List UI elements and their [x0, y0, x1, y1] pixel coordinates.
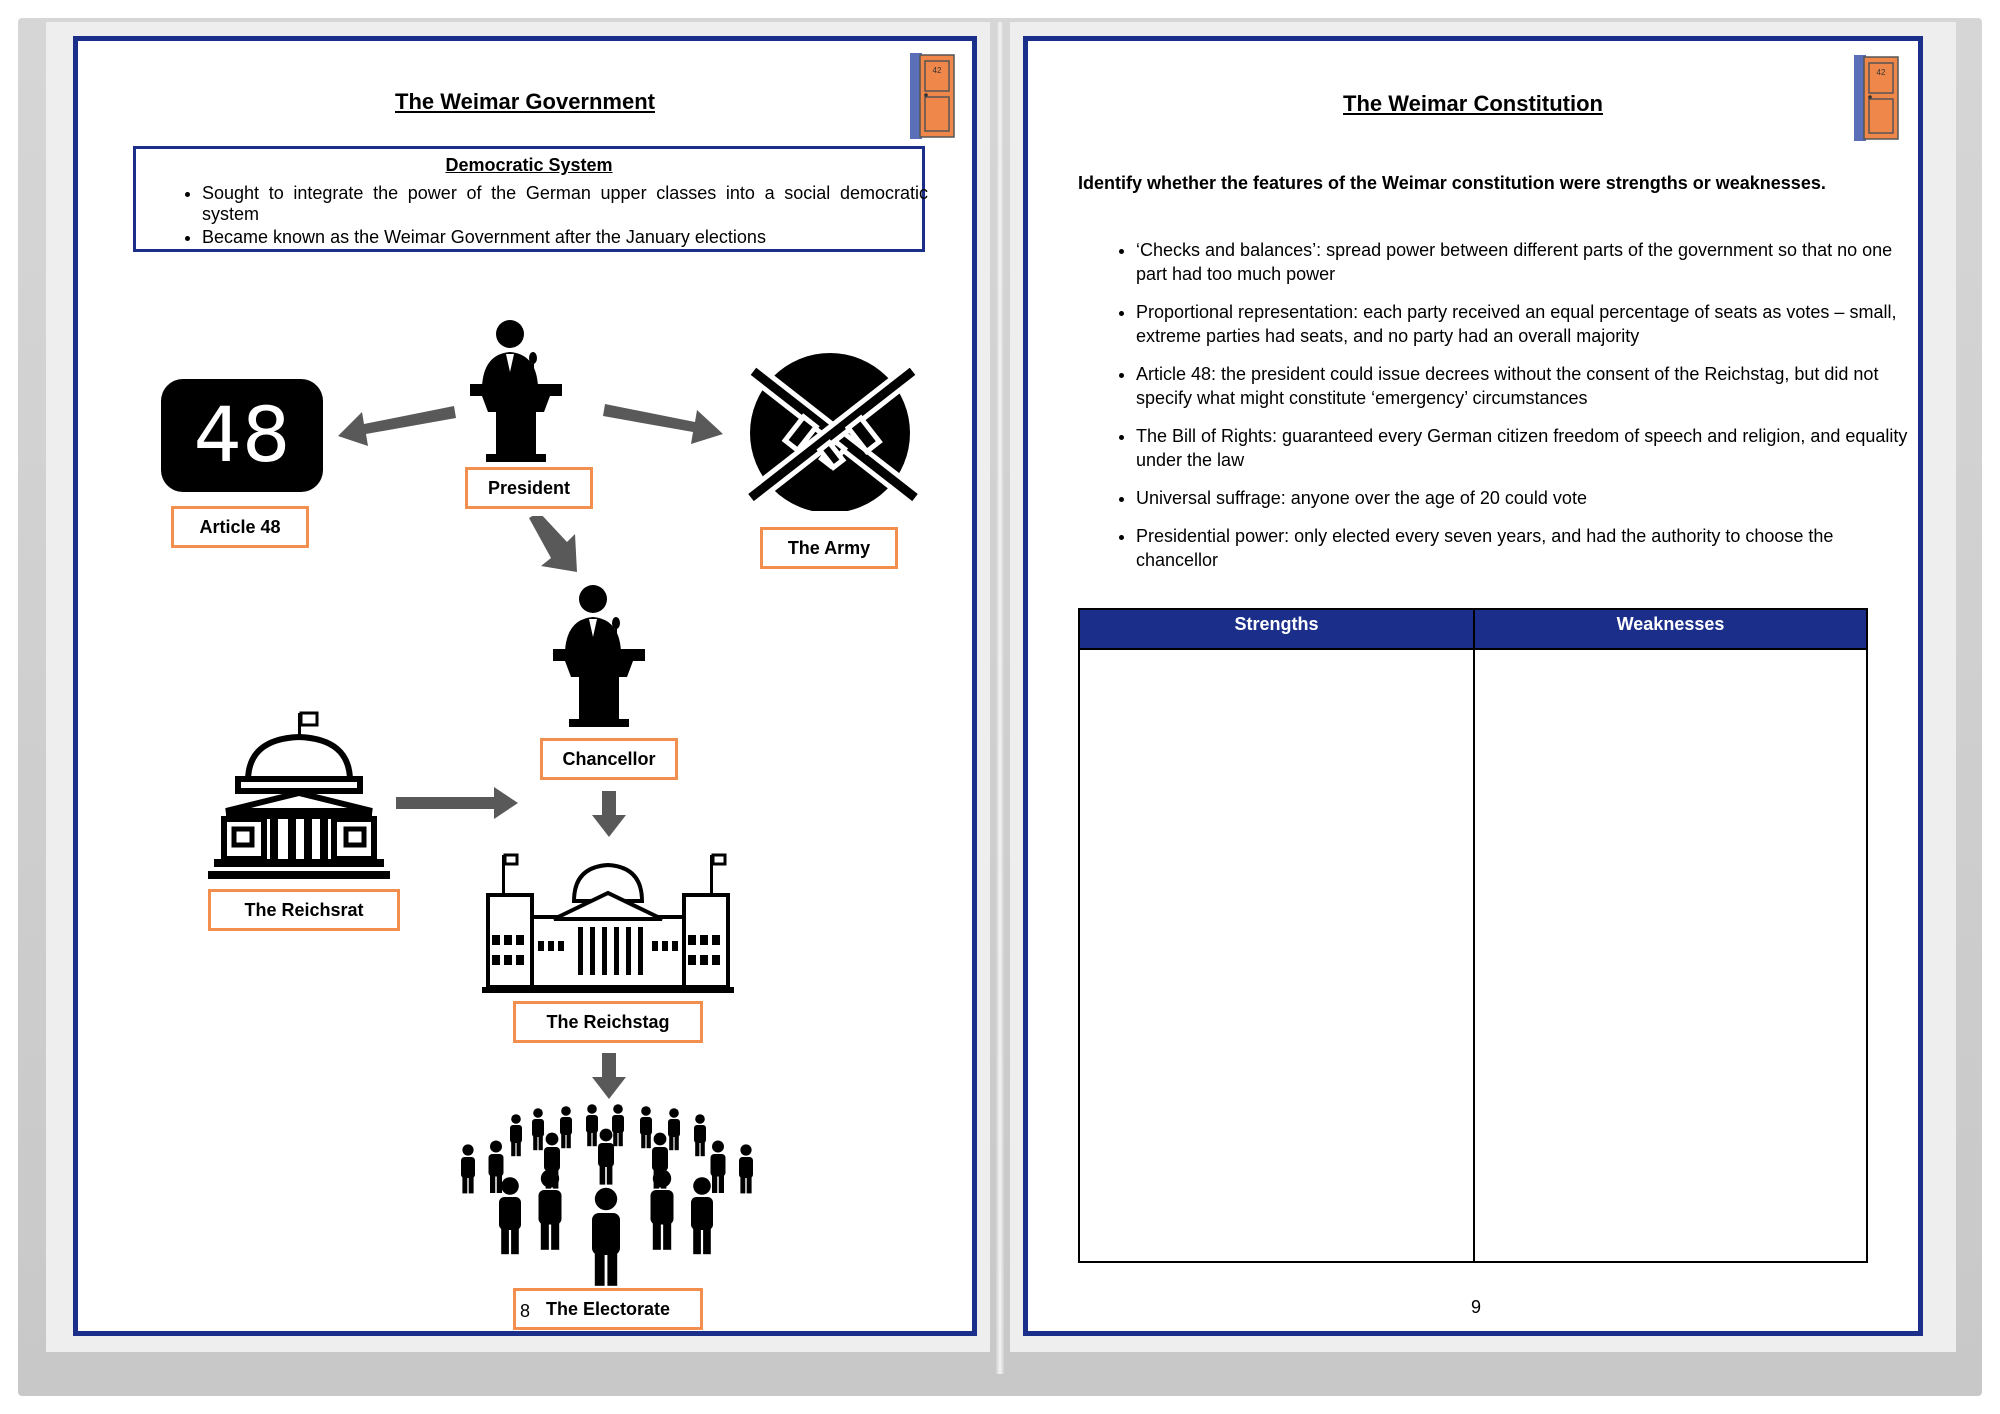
list-item: • Sought to integrate the power of the German upper classes into a social democratic system — [202, 183, 928, 225]
arrow-right-icon — [396, 787, 518, 819]
door-number: 42 — [1876, 68, 1886, 77]
door-icon — [1852, 53, 1900, 143]
list-item: • Became known as the Weimar Government after the January elections — [202, 227, 928, 248]
arrow-left-icon — [338, 396, 456, 451]
electorate-crowd-icon — [456, 1101, 758, 1291]
list-item: • Article 48: the president could issue decrees without the consent of the Reichstag, but did not specify what might constitute ‘emergency’ circumstances — [1136, 362, 1916, 410]
page-number: 9 — [1471, 1297, 1482, 1317]
strengths-weaknesses-table — [1078, 608, 1868, 1263]
list-item: • ‘Checks and balances’: spread power between different parts of the government so that no one part had too much power — [1136, 238, 1916, 286]
arrow-down-icon — [592, 1053, 626, 1099]
page-number: 8 — [520, 1301, 531, 1321]
strengths-answer-area[interactable] — [1080, 650, 1473, 1261]
book-spine — [996, 22, 1004, 1374]
democratic-system-box — [133, 146, 928, 252]
reichsrat-building-icon — [208, 711, 390, 883]
label-reichstag: The Reichstag — [513, 1001, 703, 1043]
label-army: The Army — [760, 527, 898, 569]
page-title: The Weimar Government — [395, 89, 655, 114]
arrow-right-icon — [603, 396, 723, 456]
table-header-strengths: Strengths — [1080, 610, 1473, 648]
door-number: 42 — [932, 66, 942, 75]
instruction-text: Identify whether the features of the Weimar constitution were strengths or weaknesses. — [1078, 173, 1826, 193]
president-podium-icon — [468, 316, 564, 466]
label-reichsrat: The Reichsrat — [208, 889, 400, 931]
arrow-down-icon — [592, 791, 626, 837]
article48-number: 48 — [193, 390, 291, 479]
democratic-system-title: Democratic System — [445, 155, 613, 175]
list-item: • Universal suffrage: anyone over the age of 20 could vote — [1136, 486, 1916, 510]
label-electorate: The Electorate — [513, 1288, 703, 1330]
list-item: • The Bill of Rights: guaranteed every German citizen freedom of speech and religion, and equality under the law — [1136, 424, 1916, 472]
table-header-weaknesses: Weaknesses — [1475, 610, 1866, 648]
arrow-down-right-icon — [525, 516, 585, 576]
article48-badge-icon — [161, 379, 323, 492]
list-item: • Presidential power: only elected every seven years, and had the authority to choose the chancellor — [1136, 524, 1916, 572]
weaknesses-answer-area[interactable] — [1475, 650, 1866, 1261]
reichstag-building-icon — [482, 845, 734, 997]
label-president: President — [465, 467, 593, 509]
page-title: The Weimar Constitution — [1343, 91, 1603, 116]
features-list — [1108, 238, 1916, 586]
label-article48: Article 48 — [171, 506, 309, 548]
crossed-rifles-icon — [738, 351, 928, 511]
label-chancellor: Chancellor — [540, 738, 678, 780]
democratic-system-list — [180, 183, 928, 250]
door-icon — [908, 51, 956, 141]
left-page — [73, 36, 977, 1336]
right-page — [1023, 36, 1923, 1336]
chancellor-podium-icon — [551, 581, 647, 731]
list-item: • Proportional representation: each party received an equal percentage of seats as votes – small, extreme parties had seats, and no party had an overall majority — [1136, 300, 1916, 348]
